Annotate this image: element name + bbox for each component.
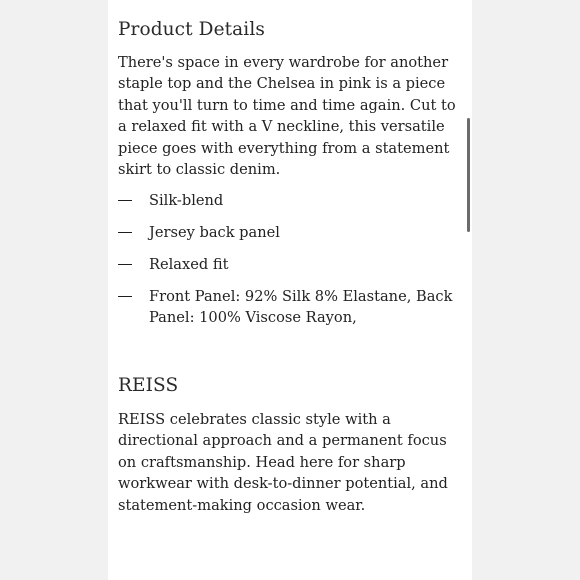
dash-icon [118,296,132,297]
dash-icon [118,200,132,201]
dash-icon [118,264,132,265]
feature-text: Relaxed fit [149,256,229,273]
product-description: There's space in every wardrobe for another staple top and the Chelsea in pink is a piece that you'll turn to time and time again. Cut to a relaxed fit with a V neckline, this versatile piece goes with everything from a statement skirt to classic denim. [118,54,456,179]
list-item [118,254,458,275]
dash-icon [118,232,132,233]
scrollbar[interactable] [467,118,470,232]
list-item [118,190,458,211]
list-item [118,286,458,329]
brand-heading: REISS [118,375,179,396]
brand-description: REISS celebrates classic style with a directional approach and a permanent focus on craftsmanship. Head here for sharp workwear with desk-to-dinner potential, and statement-making occasion wear. [118,411,448,514]
feature-text: Jersey back panel [149,224,280,241]
feature-list [118,190,458,339]
list-item [118,222,458,243]
product-details-heading: Product Details [118,19,265,40]
feature-text: Front Panel: 92% Silk 8% Elastane, Back Panel: 100% Viscose Rayon, [149,288,453,327]
feature-text: Silk-blend [149,192,224,209]
